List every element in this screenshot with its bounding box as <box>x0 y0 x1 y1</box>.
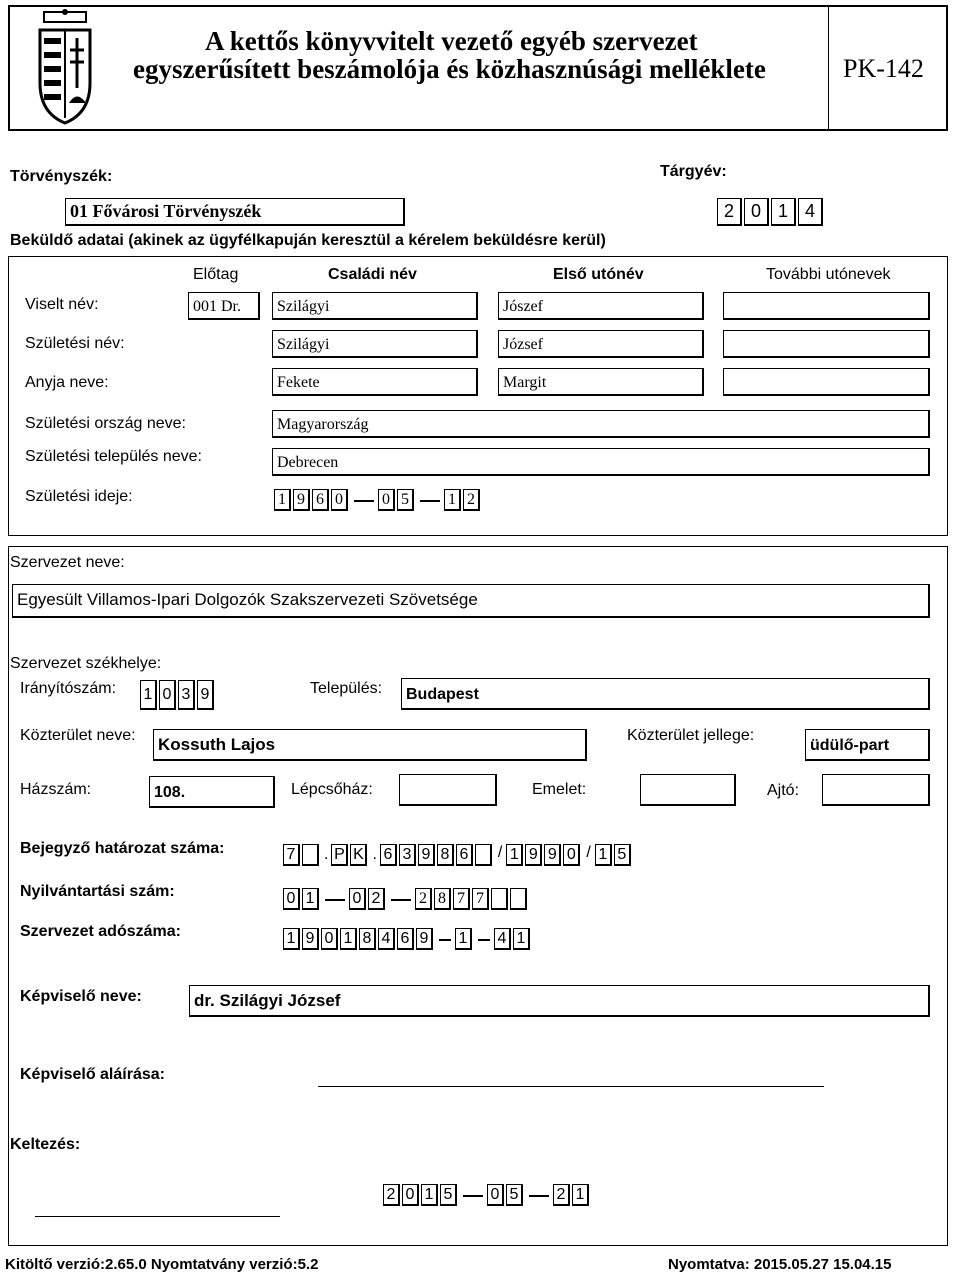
birth-family-field[interactable] <box>272 330 478 358</box>
year-digit: 2 <box>717 198 742 226</box>
char: 7 <box>453 888 470 910</box>
city-value: Budapest <box>406 686 479 703</box>
slash-separator: / <box>497 844 503 861</box>
dated-label: Keltezés: <box>10 1136 81 1153</box>
tax-field[interactable] <box>283 928 532 950</box>
digit: 6 <box>312 489 329 511</box>
title-line-1: A kettős könyvvitelt vezető egyéb szervezet <box>205 26 698 56</box>
zip-digit: 1 <box>140 680 157 710</box>
char: 9 <box>302 928 319 950</box>
char: 0 <box>563 844 580 866</box>
zip-digit: 0 <box>159 680 176 710</box>
char: 1 <box>455 928 472 950</box>
dash-separator <box>325 899 345 901</box>
subject-year-field[interactable] <box>717 198 825 226</box>
house-field[interactable] <box>149 776 275 808</box>
birth-city-field[interactable] <box>272 448 930 476</box>
digit: 5 <box>440 1184 457 1206</box>
digit: 2 <box>553 1184 570 1206</box>
dash-separator <box>391 899 411 901</box>
char: 9 <box>418 844 435 866</box>
digit: 5 <box>397 489 414 511</box>
char: 3 <box>399 844 416 866</box>
digit: 2 <box>383 1184 400 1206</box>
seat-label: Szervezet székhelye: <box>10 655 162 672</box>
char: 1 <box>506 844 523 866</box>
door-label: Ajtó: <box>767 782 800 799</box>
birth-date-label: Születési ideje: <box>25 488 133 505</box>
mother-other-field[interactable] <box>723 368 930 396</box>
digit: 1 <box>572 1184 589 1206</box>
char <box>302 844 319 866</box>
date-dash <box>529 1195 549 1197</box>
char: 6 <box>380 844 397 866</box>
door-field[interactable] <box>822 774 930 806</box>
street-value: Kossuth Lajos <box>158 735 276 754</box>
char: 8 <box>434 888 451 910</box>
char <box>491 888 508 910</box>
used-prefix-field[interactable] <box>188 292 260 320</box>
col-prefix-header: Előtag <box>193 266 239 283</box>
birth-country-field[interactable] <box>272 410 930 438</box>
reg-number-field[interactable] <box>283 888 529 910</box>
used-prefix-value: 001 Dr. <box>193 298 241 315</box>
city-label: Település: <box>310 680 383 697</box>
char: P <box>331 844 348 866</box>
digit: 0 <box>378 489 395 511</box>
date-dash <box>354 500 374 502</box>
floor-field[interactable] <box>640 774 736 806</box>
birth-country-value: Magyarország <box>277 416 369 433</box>
rep-name-value: dr. Szilágyi József <box>194 991 341 1010</box>
date-dash <box>420 500 440 502</box>
zip-digit: 3 <box>178 680 195 710</box>
court-field[interactable] <box>65 198 405 226</box>
char: 9 <box>416 928 433 950</box>
digit: 5 <box>506 1184 523 1206</box>
reg-decision-field[interactable] <box>283 844 633 866</box>
char: 6 <box>397 928 414 950</box>
court-label: Törvényszék: <box>10 168 113 185</box>
char: 5 <box>614 844 631 866</box>
digit: 0 <box>487 1184 504 1206</box>
place-line[interactable] <box>35 1216 280 1217</box>
mother-family-value: Fekete <box>277 374 320 391</box>
street-field[interactable] <box>153 729 587 761</box>
floor-label: Emelet: <box>532 781 587 798</box>
char: 1 <box>283 928 300 950</box>
year-digit: 1 <box>771 198 796 226</box>
digit: 0 <box>331 489 348 511</box>
char <box>510 888 527 910</box>
street-type-value: üdülő-part <box>810 737 890 754</box>
rep-name-field[interactable] <box>189 985 930 1017</box>
footer-version: Kitöltő verzió:2.65.0 Nyomtatvány verzió:5.2 <box>5 1256 319 1273</box>
digit: 1 <box>444 489 461 511</box>
year-digit: 4 <box>798 198 823 226</box>
dot-separator: . <box>324 846 329 863</box>
birth-city-label: Születési település neve: <box>25 448 202 465</box>
city-field[interactable] <box>401 678 930 710</box>
stair-field[interactable] <box>399 774 497 806</box>
zip-label: Irányítószám: <box>20 680 117 697</box>
digit: 1 <box>421 1184 438 1206</box>
char: 1 <box>513 928 530 950</box>
stair-label: Lépcsőház: <box>291 781 373 798</box>
house-value: 108. <box>154 784 186 801</box>
char: 8 <box>359 928 376 950</box>
org-name-value: Egyesült Villamos-Ipari Dolgozók Szakszervezeti Szövetsége <box>17 590 478 609</box>
birth-country-label: Születési ország neve: <box>25 415 186 432</box>
tax-label: Szervezet adószáma: <box>20 923 181 940</box>
zip-field[interactable] <box>140 680 216 710</box>
char: 4 <box>378 928 395 950</box>
char: 0 <box>283 888 300 910</box>
dash-separator <box>439 939 451 941</box>
birth-name-label: Születési név: <box>25 335 125 352</box>
birth-first-value: József <box>503 336 543 353</box>
digit: 1 <box>274 489 291 511</box>
subject-year-label: Tárgyév: <box>660 163 727 180</box>
birth-date-field[interactable] <box>274 489 482 511</box>
char: 8 <box>437 844 454 866</box>
char: 1 <box>595 844 612 866</box>
birth-city-value: Debrecen <box>277 454 339 471</box>
birth-other-field[interactable] <box>723 330 930 358</box>
dated-field[interactable] <box>383 1184 591 1206</box>
used-other-field[interactable] <box>723 292 930 320</box>
char: 9 <box>544 844 561 866</box>
signature-line[interactable] <box>318 1086 824 1087</box>
col-family-header: Családi név <box>328 266 417 283</box>
char: 0 <box>321 928 338 950</box>
street-label: Közterület neve: <box>20 727 136 744</box>
char: 2 <box>415 888 432 910</box>
char: 1 <box>340 928 357 950</box>
digit: 2 <box>463 489 480 511</box>
char: 7 <box>283 844 300 866</box>
reg-decision-label: Bejegyző határozat száma: <box>20 840 225 857</box>
col-first-header: Első utónév <box>553 266 644 283</box>
footer-printed: Nyomtatva: 2015.05.27 15.04.15 <box>668 1256 892 1273</box>
mother-first-field[interactable] <box>498 368 704 396</box>
used-family-value: Szilágyi <box>277 298 330 315</box>
char: 9 <box>525 844 542 866</box>
char <box>475 844 492 866</box>
used-family-field[interactable] <box>272 292 478 320</box>
rep-name-label: Képviselő neve: <box>20 988 142 1005</box>
header-divider <box>828 5 829 131</box>
char: 4 <box>494 928 511 950</box>
dash-separator <box>478 939 490 941</box>
sender-heading: Beküldő adatai (akinek az ügyfélkapuján keresztül a kérelem beküldésre kerül) <box>10 232 606 249</box>
char: 2 <box>368 888 385 910</box>
dot-separator: . <box>372 846 377 863</box>
slash-separator: / <box>586 844 591 861</box>
used-first-value: Jószef <box>503 298 543 315</box>
used-name-label: Viselt név: <box>25 296 99 313</box>
birth-family-value: Szilágyi <box>277 336 330 353</box>
org-name-field[interactable] <box>12 584 930 618</box>
street-type-label: Közterület jellege: <box>627 727 755 744</box>
court-value: 01 Fővárosi Törvényszék <box>70 201 262 221</box>
char: 6 <box>456 844 473 866</box>
form-code: PK-142 <box>843 54 924 83</box>
mother-label: Anyja neve: <box>25 374 109 391</box>
used-first-field[interactable] <box>498 292 704 320</box>
rep-sign-label: Képviselő aláírása: <box>20 1066 165 1083</box>
year-digit: 0 <box>744 198 769 226</box>
org-name-label: Szervezet neve: <box>10 554 125 571</box>
char: 0 <box>349 888 366 910</box>
coat-of-arms-icon <box>30 8 100 126</box>
mother-first-value: Margit <box>503 374 547 391</box>
street-type-field[interactable] <box>805 729 930 761</box>
birth-first-field[interactable] <box>498 330 704 358</box>
title-line-2: egyszerűsített beszámolója és közhasznúsági melléklete <box>133 54 766 84</box>
reg-number-label: Nyilvántartási szám: <box>20 883 175 900</box>
date-dash <box>463 1195 483 1197</box>
zip-digit: 9 <box>197 680 214 710</box>
char: K <box>350 844 367 866</box>
digit: 0 <box>402 1184 419 1206</box>
char: 7 <box>472 888 489 910</box>
digit: 9 <box>293 489 310 511</box>
char: 1 <box>302 888 319 910</box>
mother-family-field[interactable] <box>272 368 478 396</box>
col-other-header: További utónevek <box>766 266 891 283</box>
house-label: Házszám: <box>20 781 92 798</box>
